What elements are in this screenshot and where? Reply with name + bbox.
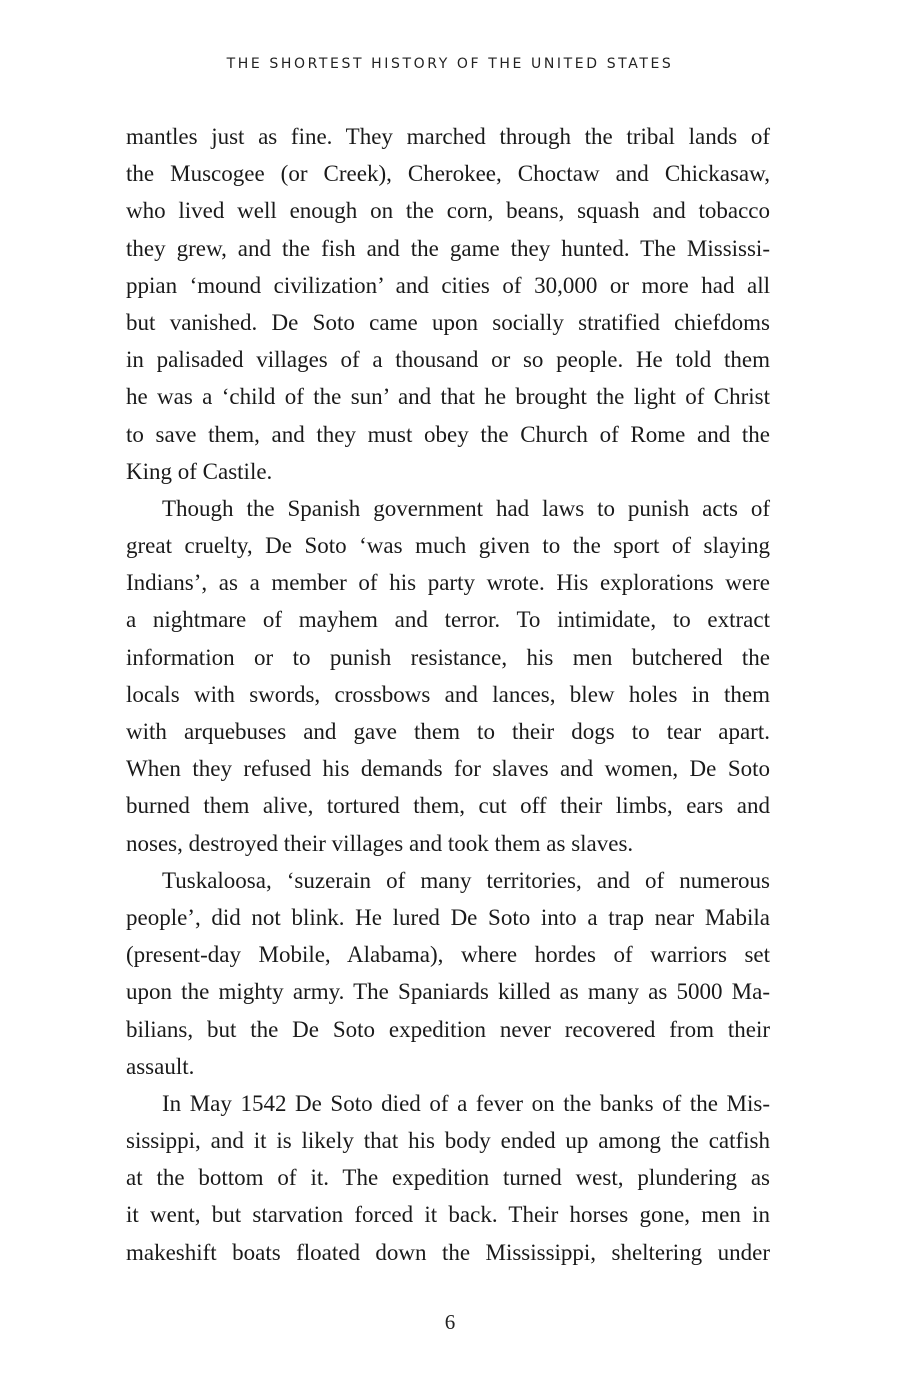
text-line: the Muscogee (or Creek), Cherokee, Choctaw and Chickasaw, <box>126 161 770 187</box>
text-line: makeshift boats floated down the Mississippi, sheltering under <box>126 1239 770 1265</box>
text-line: in palisaded villages of a thousand or so people. He told them <box>126 347 770 373</box>
text-line: at the bottom of it. The expedition turned west, plundering as <box>126 1165 770 1191</box>
text-line: bilians, but the De Soto expedition never recovered from their <box>126 1016 770 1042</box>
text-line: sissippi, and it is likely that his body ended up among the catfish <box>126 1128 770 1154</box>
text-line: mantles just as fine. They marched through the tribal lands of <box>126 124 770 149</box>
text-line: Though the Spanish government had laws to punish acts of <box>162 495 770 521</box>
text-line: upon the mighty army. The Spaniards killed as many as 5000 Ma- <box>126 979 770 1005</box>
text-line: but vanished. De Soto came upon socially stratified chiefdoms <box>126 309 770 335</box>
text-line: he was a ‘child of the sun’ and that he brought the light of Christ <box>126 384 770 410</box>
paragraph <box>126 1085 770 1271</box>
text-line: assault. <box>126 1053 195 1079</box>
text-line: people’, did not blink. He lured De Soto into a trap near Mabila <box>126 904 770 930</box>
text-line: noses, destroyed their villages and took them as slaves. <box>126 830 634 856</box>
page-number: 6 <box>444 1310 456 1334</box>
text-line: locals with swords, crossbows and lances, blew holes in them <box>126 681 770 707</box>
text-line: with arquebuses and gave them to their dogs to tear apart. <box>126 719 770 744</box>
running-head: THE SHORTEST HISTORY OF THE UNITED STATES <box>226 56 674 72</box>
text-line: King of Castile. <box>126 458 273 484</box>
text-line: great cruelty, De Soto ‘was much given to the sport of slaying <box>126 533 770 559</box>
text-line: ppian ‘mound civilization’ and cities of 30,000 or more had all <box>126 272 770 298</box>
paragraph <box>126 490 770 862</box>
text-line: burned them alive, tortured them, cut off their limbs, ears and <box>126 793 770 819</box>
text-line: it went, but starvation forced it back. Their horses gone, men in <box>126 1202 770 1228</box>
text-line: (present-day Mobile, Alabama), where hordes of warriors set <box>126 942 770 968</box>
text-line: information or to punish resistance, his men butchered the <box>126 644 770 670</box>
text-line: In May 1542 De Soto died of a fever on the banks of the Mis- <box>162 1090 770 1116</box>
text-line: who lived well enough on the corn, beans, squash and tobacco <box>126 198 770 224</box>
text-line: When they refused his demands for slaves and women, De Soto <box>126 756 770 782</box>
text-line: they grew, and the fish and the game they hunted. The Mississi- <box>126 235 770 261</box>
paragraph <box>126 862 770 1085</box>
text-line: to save them, and they must obey the Church of Rome and the <box>126 421 770 447</box>
text-line: Tuskaloosa, ‘suzerain of many territories, and of numerous <box>162 867 770 893</box>
text-line: a nightmare of mayhem and terror. To intimidate, to extract <box>126 607 770 633</box>
body-text <box>126 118 770 1271</box>
text-line: Indians’, as a member of his party wrote. His explorations were <box>126 570 770 596</box>
paragraph <box>126 118 770 490</box>
